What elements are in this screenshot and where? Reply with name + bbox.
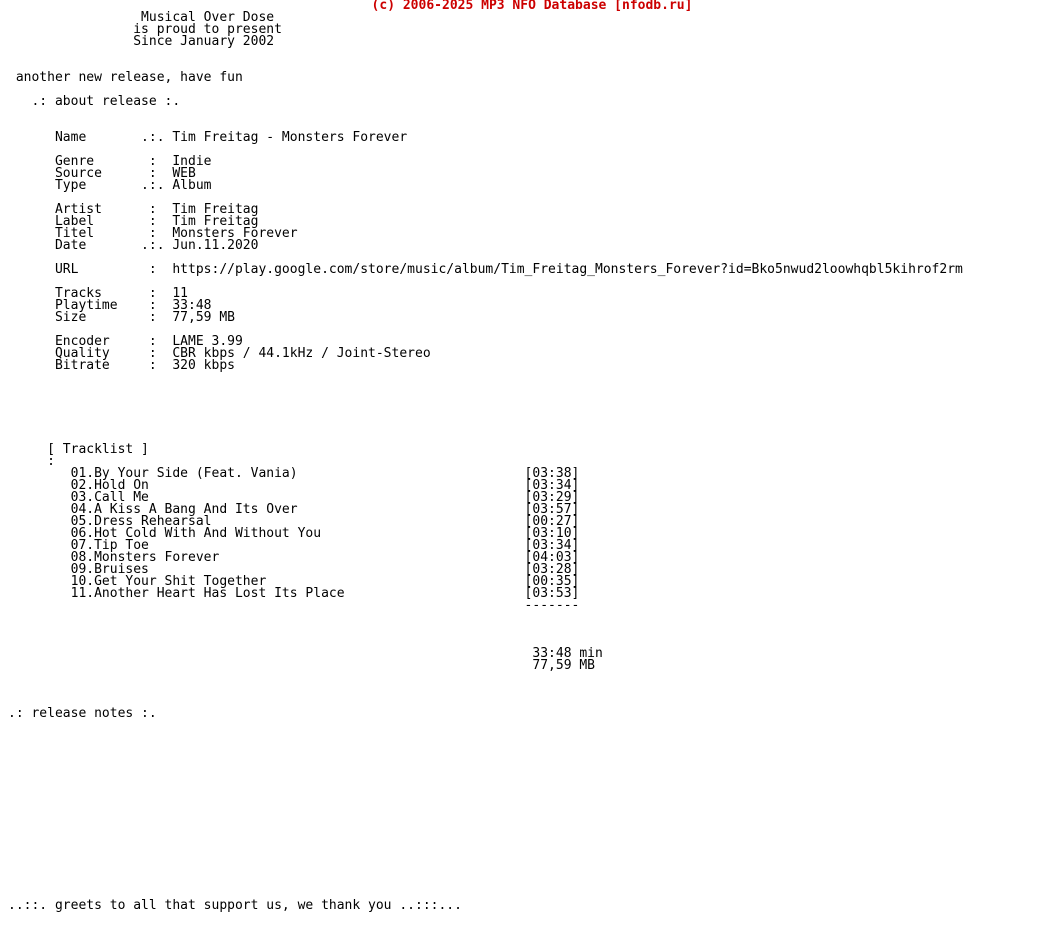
nfo-line (8, 756, 963, 768)
nfo-line: 11.Another Heart Has Lost Its Place [03:53] (8, 586, 580, 601)
nfo-line: Musical Over Dose (8, 10, 275, 25)
nfo-line (8, 804, 963, 816)
nfo-line (8, 48, 963, 60)
nfo-line: Label : Tim Freitag (8, 214, 259, 229)
nfo-line: Source : WEB (8, 166, 196, 181)
nfo-line (8, 720, 963, 732)
nfo-line: Since January 2002 (8, 34, 275, 49)
nfo-line (8, 672, 963, 684)
nfo-line: is proud to present (8, 22, 282, 37)
nfo-line (8, 420, 963, 432)
nfo-line: 33:48 min (8, 646, 603, 661)
nfo-text-block (8, 12, 963, 912)
nfo-line (8, 408, 963, 420)
nfo-line: Name .:. Tim Freitag - Monsters Forever (8, 130, 408, 145)
nfo-line: Encoder : LAME 3.99 (8, 334, 243, 349)
nfo-line: Playtime : 33:48 (8, 298, 212, 313)
nfo-line (8, 828, 963, 840)
nfo-line: 06.Hot Cold With And Without You [03:10] (8, 526, 580, 541)
nfo-line (8, 792, 963, 804)
nfo-line (8, 432, 963, 444)
nfo-line: [ Tracklist ] (8, 442, 149, 457)
nfo-line: 04.A Kiss A Bang And Its Over [03:57] (8, 502, 580, 517)
nfo-line (8, 852, 963, 864)
nfo-line (8, 732, 963, 744)
nfo-line: 10.Get Your Shit Together [00:35] (8, 574, 580, 589)
nfo-line (8, 744, 963, 756)
nfo-line (8, 684, 963, 696)
nfo-line: 01.By Your Side (Feat. Vania) [03:38] (8, 466, 580, 481)
nfo-line (8, 384, 963, 396)
nfo-line: Genre : Indie (8, 154, 212, 169)
nfo-line: Date .:. Jun.11.2020 (8, 238, 259, 253)
nfo-line: 03.Call Me [03:29] (8, 490, 580, 505)
nfo-line: another new release, have fun (8, 70, 243, 85)
nfo-line: .: release notes :. (8, 706, 157, 721)
nfo-line: ------- (8, 598, 580, 613)
nfo-line (8, 864, 963, 876)
nfo-line: .: about release :. (8, 94, 181, 109)
nfo-line: 05.Dress Rehearsal [00:27] (8, 514, 580, 529)
nfo-line (8, 816, 963, 828)
nfo-line: Quality : CBR kbps / 44.1kHz / Joint-Stereo (8, 346, 431, 361)
nfo-line: Titel : Monsters Forever (8, 226, 298, 241)
nfo-line: Artist : Tim Freitag (8, 202, 259, 217)
nfo-line: 02.Hold On [03:34] (8, 478, 580, 493)
nfo-line (8, 768, 963, 780)
nfo-line: Bitrate : 320 kbps (8, 358, 235, 373)
nfo-line: Size : 77,59 MB (8, 310, 235, 325)
nfo-line (8, 108, 963, 120)
nfo-line: 08.Monsters Forever [04:03] (8, 550, 580, 565)
nfo-line: Tracks : 11 (8, 286, 189, 301)
nfo-line (8, 372, 963, 384)
nfo-line: : (8, 454, 55, 469)
nfo-line (8, 624, 963, 636)
nfo-line (8, 840, 963, 852)
nfo-line: 09.Bruises [03:28] (8, 562, 580, 577)
nfo-line: Type .:. Album (8, 178, 212, 193)
nfo-line: ..::. greets to all that support us, we thank you ..:::... (8, 898, 462, 913)
nfo-line: URL : https://play.google.com/store/music/album/Tim_Freitag_Monsters_Forever?id=Bko5nwud2loowhqbl5kihrof2rm (8, 262, 963, 277)
nfo-line (8, 396, 963, 408)
nfo-line: 77,59 MB (8, 658, 595, 673)
nfo-line (8, 780, 963, 792)
nfo-line: 07.Tip Toe [03:34] (8, 538, 580, 553)
copyright-banner: (c) 2006-2025 MP3 NFO Database [nfodb.ru] (371, 0, 693, 13)
nfo-line (8, 612, 963, 624)
nfo-line (8, 876, 963, 888)
